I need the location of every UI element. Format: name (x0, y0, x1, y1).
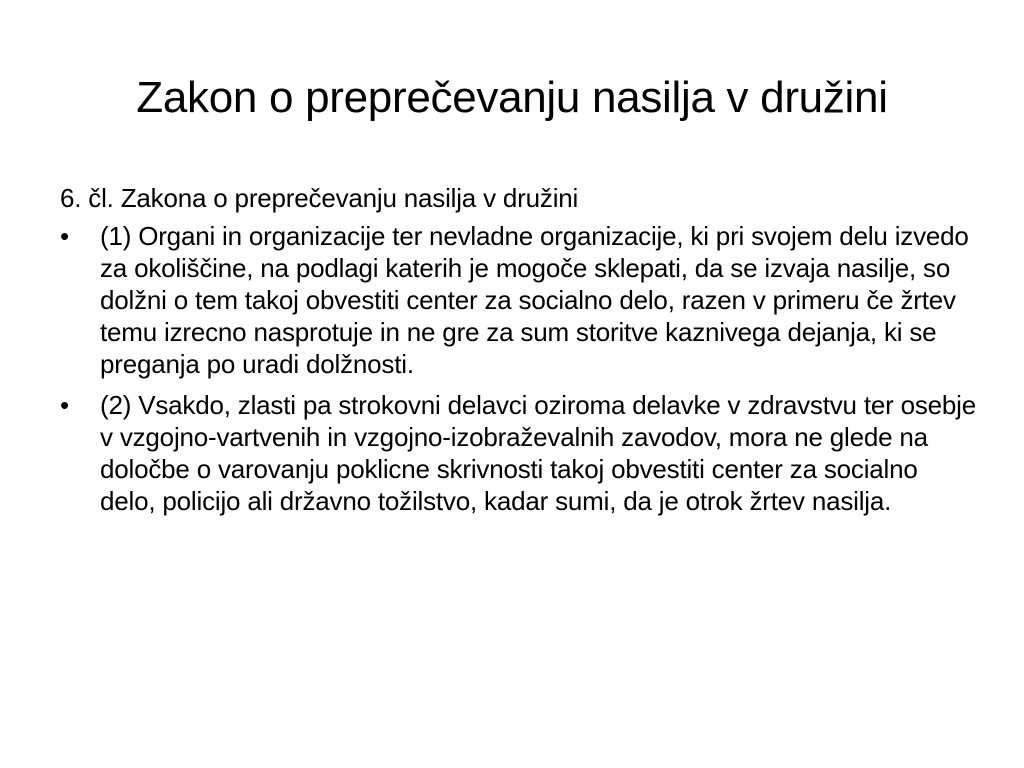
bullet-text-2: (2) Vsakdo, zlasti pa strokovni delavci oziroma delavke v zdravstvu ter osebje v vzgojno-vartvenih in vzgojno-izobraževalnih zavodov, mora ne glede na določbe o varovanju poklicne skrivnosti takoj obvestiti center za socialno delo, policijo ali državno tožilstvo, kadar sumi, da je otrok žrtev nasilja. (100, 390, 977, 516)
article-reference: 6. čl. Zakona o preprečevanju nasilja v družini (60, 183, 579, 213)
slide-title: Zakon o preprečevanju nasilja v družini (136, 73, 888, 122)
bullet-icon: • (60, 390, 69, 420)
bullet-item-2 (60, 389, 980, 517)
bullet-icon: • (60, 221, 69, 251)
slide-content (60, 182, 980, 526)
bullet-text-1: (1) Organi in organizacije ter nevladne organizacije, ki pri svojem delu izvedo za okoliščine, na podlagi katerih je mogoče sklepati, da se izvaja nasilje, so dolžni o tem takoj obvestiti center za socialno delo, razen v primeru če žrtev temu izrecno nasprotuje in ne gre za sum storitve kaznivega dejanja, ki se preganja po uradi dolžnosti. (100, 221, 969, 379)
bullet-item-1 (60, 220, 980, 380)
bullet-list (60, 220, 980, 517)
